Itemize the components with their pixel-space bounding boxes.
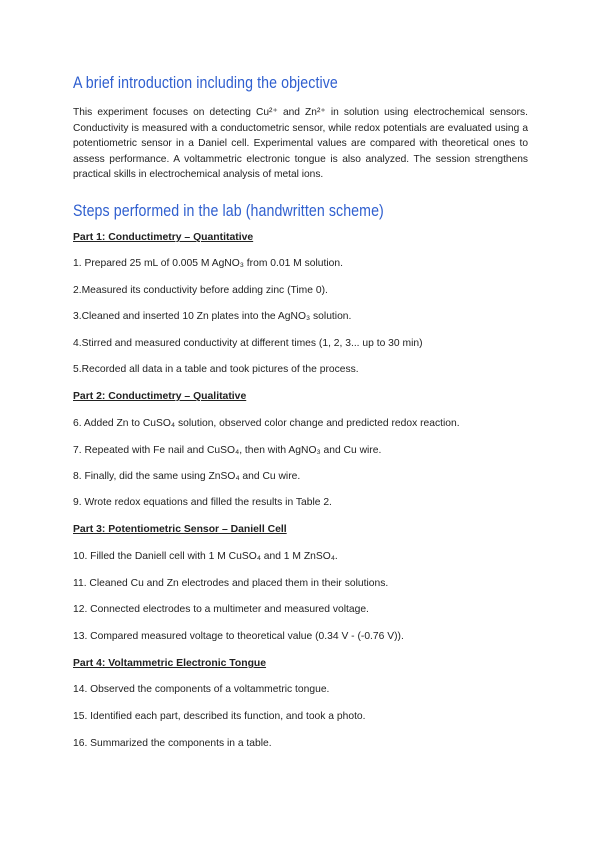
list-item: 9. Wrote redox equations and filled the results in Table 2.: [73, 497, 332, 508]
intro-heading: A brief introduction including the objective: [73, 74, 338, 92]
list-item: 10. Filled the Daniell cell with 1 M CuSO₄ and 1 M ZnSO₄.: [73, 551, 338, 562]
list-item: 16. Summarized the components in a table.: [73, 738, 272, 749]
intro-paragraph: This experiment focuses on detecting Cu²⁺ and Zn²⁺ in solution using electrochemical sensors. Conductivity is measured with a conductometric sensor, while redox potentials are evaluated using a potentiometric sensor in a Daniel cell. Experimental values are compared with theoretical ones to assess performance. A voltammetric electronic tongue is also analyzed. The session strengthens practical skills in electrochemical analysis of metal ions.: [73, 107, 528, 180]
list-item: 3.Cleaned and inserted 10 Zn plates into the AgNO₃ solution.: [73, 311, 352, 322]
list-item: 7. Repeated with Fe nail and CuSO₄, then with AgNO₃ and Cu wire.: [73, 445, 382, 456]
part4-title: Part 4: Voltammetric Electronic Tongue: [73, 658, 267, 669]
list-item: 6. Added Zn to CuSO₄ solution, observed color change and predicted redox reaction.: [73, 418, 460, 429]
list-item: 11. Cleaned Cu and Zn electrodes and placed them in their solutions.: [73, 578, 389, 589]
list-item: 4.Stirred and measured conductivity at different times (1, 2, 3... up to 30 min): [73, 338, 423, 349]
part2-title: Part 2: Conductimetry – Qualitative: [73, 391, 247, 402]
list-item: 12. Connected electrodes to a multimeter and measured voltage.: [73, 604, 369, 615]
list-item: 5.Recorded all data in a table and took pictures of the process.: [73, 364, 359, 375]
list-item: 8. Finally, did the same using ZnSO₄ and Cu wire.: [73, 471, 301, 482]
list-item: 15. Identified each part, described its function, and took a photo.: [73, 711, 366, 722]
steps-heading: Steps performed in the lab (handwritten scheme): [73, 202, 384, 220]
list-item: 14. Observed the components of a voltammetric tongue.: [73, 684, 330, 695]
list-item: 1. Prepared 25 mL of 0.005 M AgNO₃ from 0.01 M solution.: [73, 258, 343, 269]
list-item: 2.Measured its conductivity before adding zinc (Time 0).: [73, 285, 328, 296]
list-item: 13. Compared measured voltage to theoretical value (0.34 V - (-0.76 V)).: [73, 631, 404, 642]
part1-title: Part 1: Conductimetry – Quantitative: [73, 232, 254, 243]
part3-title: Part 3: Potentiometric Sensor – Daniell Cell: [73, 524, 287, 535]
